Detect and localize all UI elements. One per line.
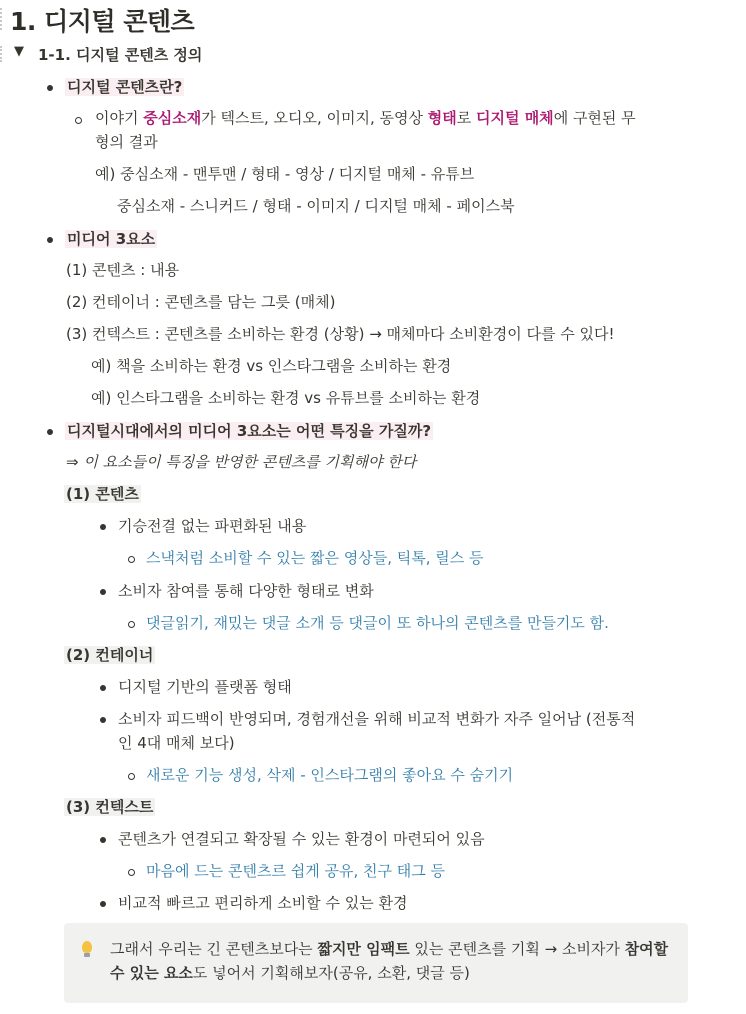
- context-item-1: 콘텐츠가 연결되고 확장될 수 있는 환경이 마련되어 있음: [118, 830, 485, 848]
- circle-bullet-icon: [128, 869, 135, 876]
- callout-text: 그래서 우리는 긴 콘텐츠보다는 짧지만 임팩트 있는 콘텐츠를 기획 → 소비자가 참여할 수 있는 요소도 넣어서 기획해보자(공유, 소환, 댓글 등): [110, 940, 669, 982]
- page-title: 1. 디지털 콘텐츠: [10, 7, 195, 36]
- bullet-icon: [100, 901, 106, 907]
- media-item-2: (2) 컨테이너 : 콘텐츠를 담는 그릇 (매체): [66, 293, 336, 311]
- context-subheading: (3) 컨텍스트: [66, 798, 154, 816]
- digital-note: ⇒ 이 요소들이 특징을 반영한 콘텐츠를 기획해야 한다: [66, 453, 417, 471]
- bullet-icon: [47, 429, 53, 435]
- content-item-2-sub: 댓글읽기, 재밌는 댓글 소개 등 댓글이 또 하나의 콘텐츠를 만들기도 함.: [146, 614, 609, 632]
- context-item-2: 비교적 빠르고 편리하게 소비할 수 있는 환경: [118, 894, 408, 912]
- circle-bullet-icon: [128, 556, 135, 563]
- def-text: 이야기 중심소재가 텍스트, 오디오, 이미지, 동영상 형태로 디지털 매체에 구현된 무: [95, 109, 636, 127]
- bullet-icon: [100, 837, 106, 843]
- content-item-2: 소비자 참여를 통해 다양한 형태로 변화: [118, 582, 374, 600]
- bullet-icon: [47, 237, 53, 243]
- container-item-2-sub: 새로운 기능 생성, 삭제 - 인스타그램의 좋아요 수 숨기기: [146, 766, 514, 784]
- bullet-icon: [100, 717, 106, 723]
- container-item-2: 소비자 피드백이 반영되며, 경험개선을 위해 비교적 변화가 자주 일어남 (전통적: [118, 710, 636, 728]
- context-item-1-sub: 마음에 드는 콘텐츠르 쉽게 공유, 친구 태그 등: [146, 862, 445, 880]
- digital-heading: 디지털시대에서의 미디어 3요소는 어떤 특징을 가질까?: [67, 422, 432, 440]
- container-subheading: (2) 컨테이너: [66, 646, 154, 664]
- drag-handle[interactable]: [0, 46, 6, 62]
- def-text-cont: 형의 결과: [95, 133, 158, 151]
- circle-bullet-icon: [128, 773, 135, 780]
- def-heading: 디지털 콘텐츠란?: [67, 78, 183, 96]
- media-item-3: (3) 컨텍스트 : 콘텐츠를 소비하는 환경 (상황) → 매체마다 소비환경이 다를 수 있다!: [66, 325, 615, 343]
- bullet-icon: [100, 589, 106, 595]
- drag-handle[interactable]: [0, 8, 6, 30]
- def-example-1: 예) 중심소재 - 맨투맨 / 형태 - 영상 / 디지털 매체 - 유튜브: [95, 165, 475, 183]
- container-item-1: 디지털 기반의 플랫폼 형태: [118, 678, 292, 696]
- content-item-1: 기승전결 없는 파편화된 내용: [118, 517, 307, 535]
- bullet-icon: [100, 524, 106, 530]
- circle-bullet-icon: [128, 621, 135, 628]
- def-example-2: 중심소재 - 스니커드 / 형태 - 이미지 / 디지털 매체 - 페이스북: [117, 197, 515, 215]
- container-item-2-cont: 인 4대 매체 보다): [118, 734, 235, 752]
- media-heading: 미디어 3요소: [67, 230, 156, 248]
- content-item-1-sub: 스낵처럼 소비할 수 있는 짧은 영상들, 틱톡, 릴스 등: [146, 549, 484, 567]
- media-example-2: 예) 인스타그램을 소비하는 환경 vs 유튜브를 소비하는 환경: [91, 389, 481, 407]
- callout-box: [64, 923, 688, 1003]
- bullet-icon: [47, 85, 53, 91]
- section-title: 1-1. 디지털 콘텐츠 정의: [38, 46, 203, 64]
- media-example-1: 예) 책을 소비하는 환경 vs 인스타그램을 소비하는 환경: [91, 357, 452, 375]
- circle-bullet-icon: [75, 117, 82, 124]
- triangle-down-icon[interactable]: ▼: [14, 44, 24, 59]
- content-subheading: (1) 콘텐츠: [66, 485, 139, 503]
- bullet-icon: [100, 685, 106, 691]
- lightbulb-icon: [82, 941, 92, 953]
- media-item-1: (1) 콘텐츠 : 내용: [66, 261, 180, 279]
